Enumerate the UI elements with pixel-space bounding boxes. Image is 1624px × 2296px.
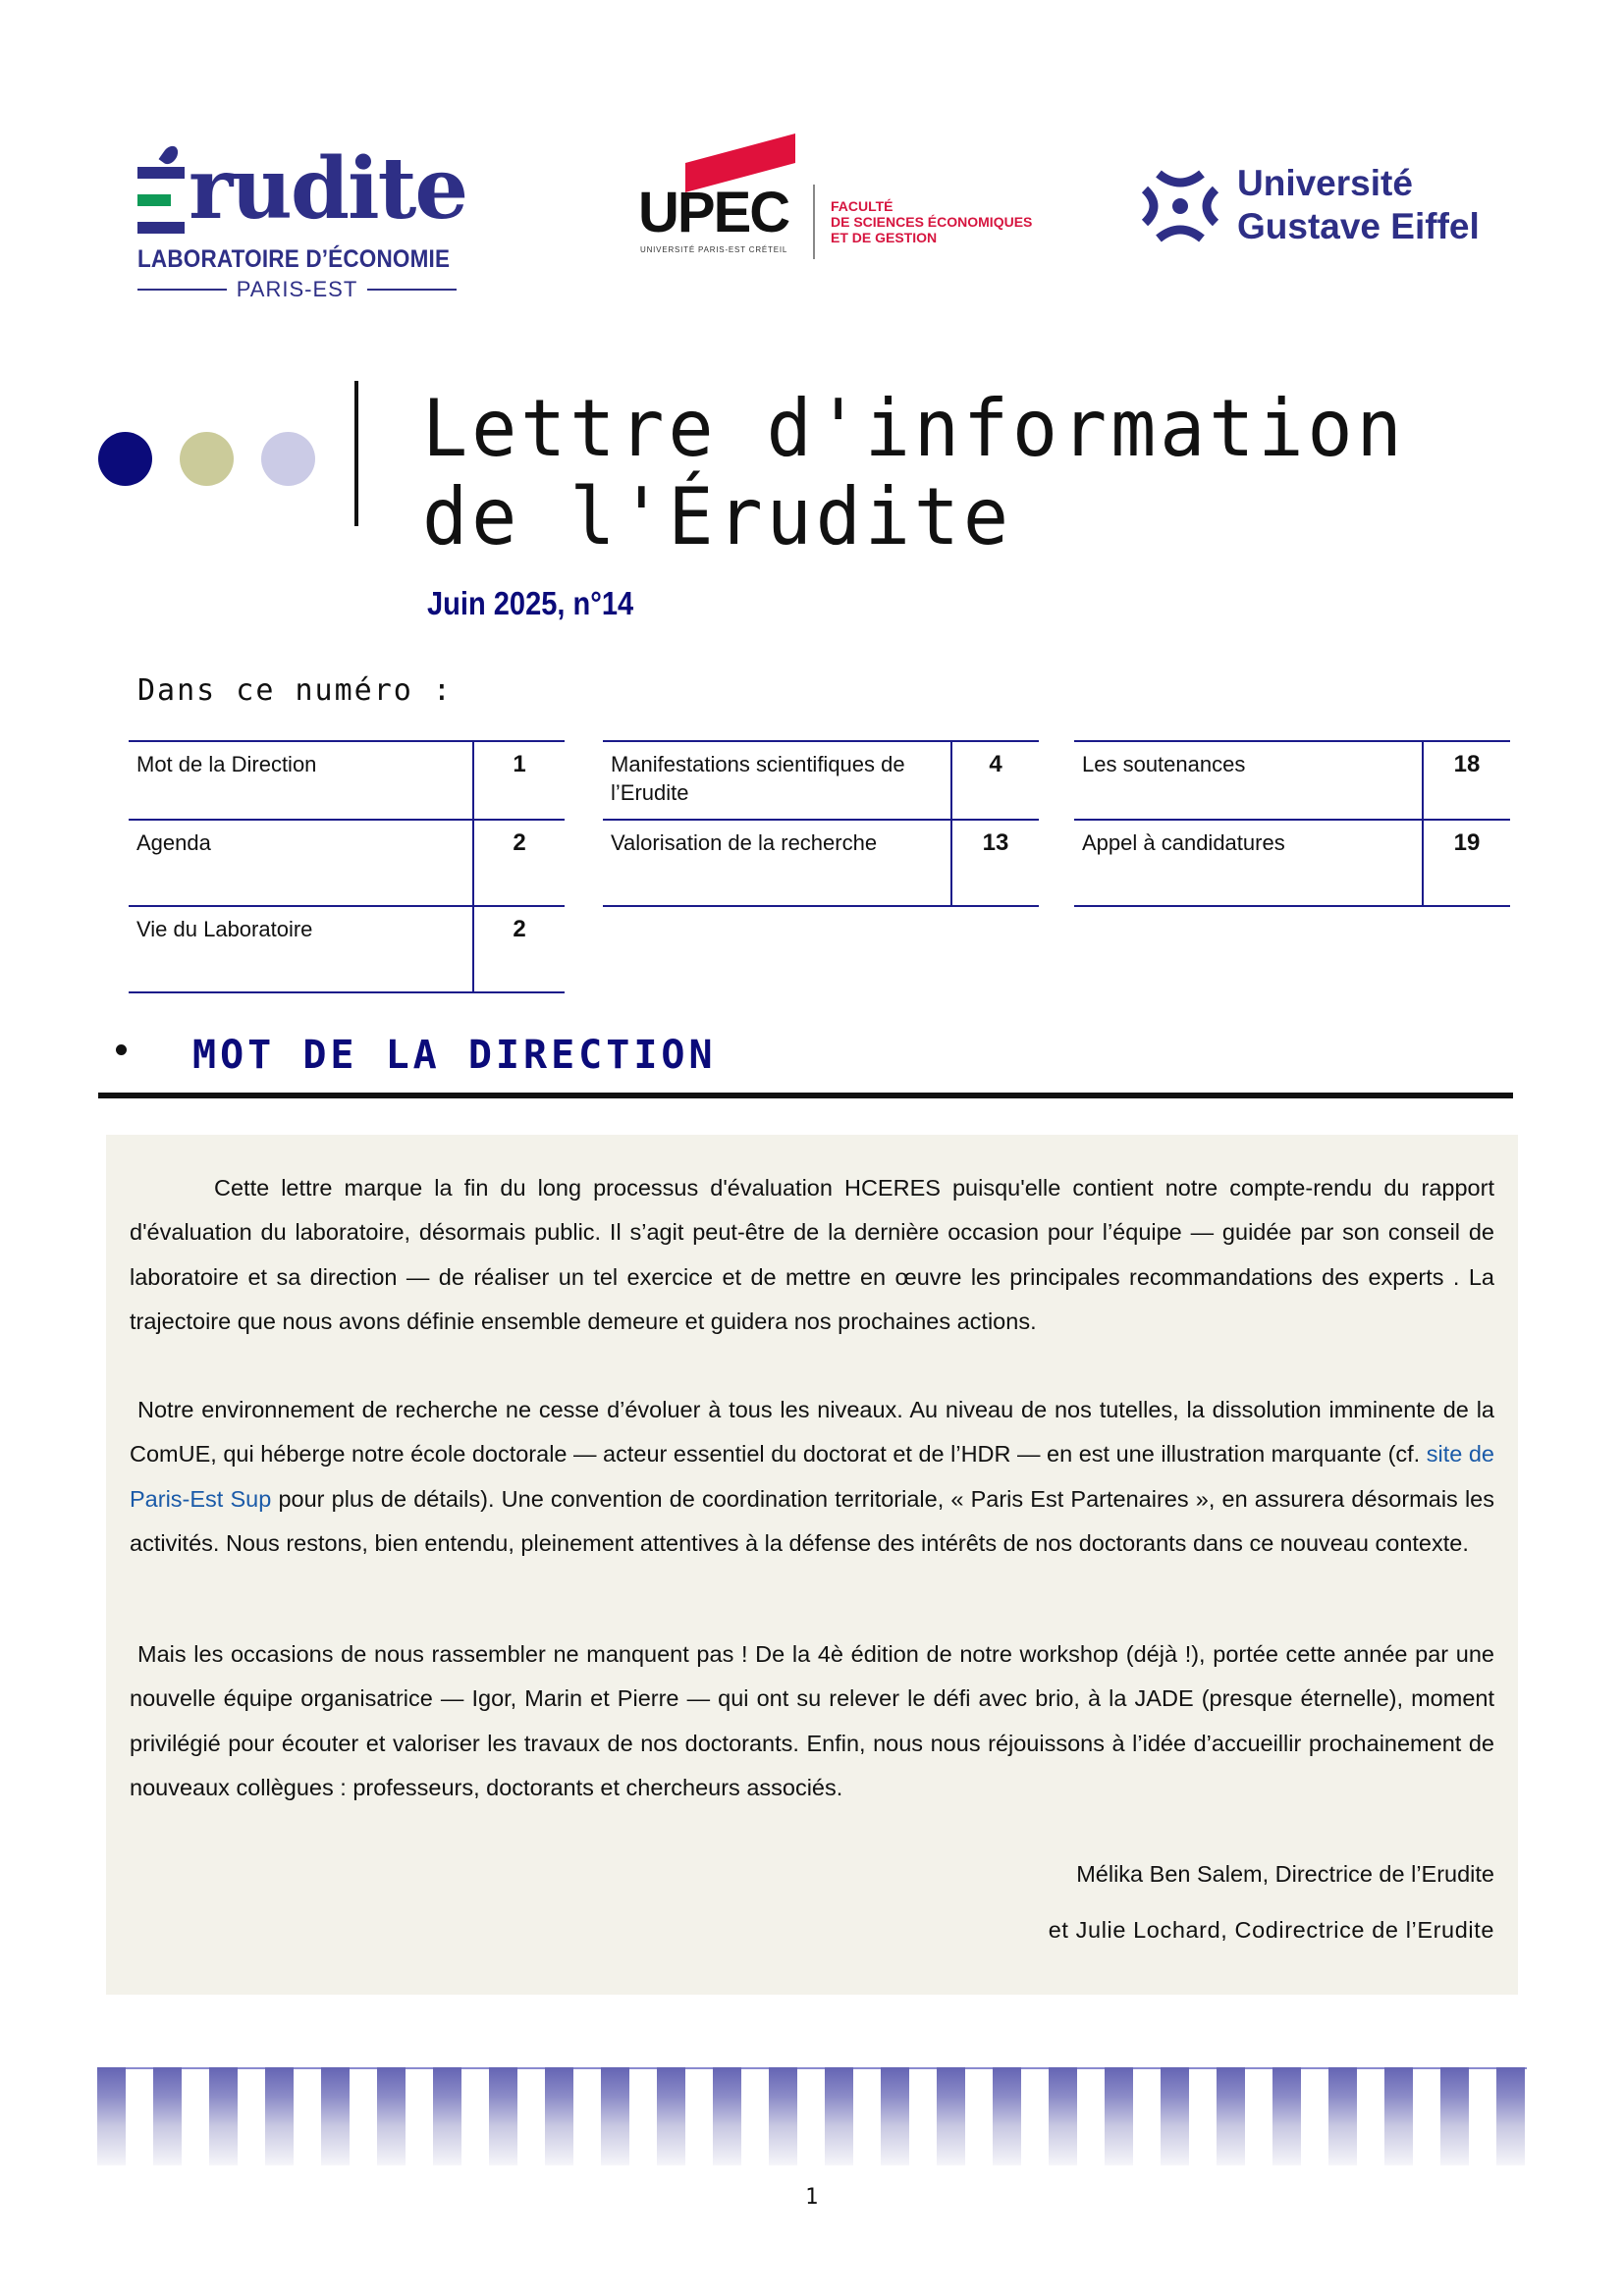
footer-stripe [321, 2067, 350, 2165]
toc-item-label: Appel à candidatures [1074, 821, 1424, 905]
toc-item-page: 2 [513, 916, 526, 942]
footer-stripe [1272, 2067, 1301, 2165]
toc-heading: Dans ce numéro : [137, 673, 453, 708]
footer-stripe [1217, 2067, 1245, 2165]
signature-line-1: Mélika Ben Salem, Directrice de l’Erudite [1076, 1861, 1494, 1887]
footer-stripe [825, 2067, 853, 2165]
erudite-location: PARIS-EST [137, 277, 457, 302]
footer-stripe [601, 2067, 629, 2165]
footer-stripes [97, 2067, 1527, 2165]
toc-item-page: 2 [513, 829, 526, 856]
section-divider [98, 1093, 1513, 1098]
upec-faculty: FACULTÉ DE SCIENCES ÉCONOMIQUES ET DE GESTION [831, 198, 1033, 245]
footer-stripe [769, 2067, 797, 2165]
upec-divider [813, 185, 815, 259]
toc-item[interactable] [129, 819, 565, 905]
toc-item-label: Mot de la Direction [129, 742, 474, 819]
toc-item[interactable] [603, 740, 1039, 819]
gustave-eiffel-name: Université Gustave Eiffel [1237, 163, 1480, 246]
paris-est-sup-link[interactable]: site de Paris-Est Sup [130, 1441, 1494, 1512]
toc-item-label: Agenda [129, 821, 474, 905]
toc-item[interactable] [129, 740, 565, 819]
toc-column-2 [603, 740, 1039, 907]
footer-stripe [153, 2067, 182, 2165]
footer-stripe [433, 2067, 461, 2165]
toc-item[interactable] [1074, 740, 1510, 819]
upec-subtitle: UNIVERSITÉ PARIS-EST CRÉTEIL [640, 245, 788, 254]
toc-item-label: Les soutenances [1074, 742, 1424, 819]
footer-stripe [881, 2067, 909, 2165]
decorative-dot-lavender [261, 432, 315, 486]
decorative-dot-navy [98, 432, 152, 486]
title-divider [354, 381, 358, 526]
footer-stripe [1161, 2067, 1189, 2165]
footer-stripe [1105, 2067, 1133, 2165]
footer-stripe [97, 2067, 126, 2165]
footer-stripe [1049, 2067, 1077, 2165]
footer-stripe [713, 2067, 741, 2165]
footer-stripe [545, 2067, 573, 2165]
section-title: MOT DE LA DIRECTION [192, 1033, 717, 1078]
upec-wordmark: UPEC [638, 181, 789, 244]
gustave-eiffel-logo [1139, 162, 1522, 250]
footer-stripe [489, 2067, 517, 2165]
paragraph-1: Cette lettre marque la fin du long processus d'évaluation HCERES puisqu'elle contient notre compte-rendu du rapport d'évaluation du laboratoire, désormais public. Il s’agit peut-être de la dernière occasion pour l’équipe — guidée par son conseil de laboratoire et sa direction — de réaliser un tel exercice et de mettre en œuvre les principales recommandations des experts . La trajectoire que nous avons définie ensemble demeure et guidera nos prochaines actions. [130, 1175, 1494, 1334]
issue-date: Juin 2025, n°14 [427, 585, 634, 621]
toc-item[interactable] [1074, 819, 1510, 907]
toc-item-page: 4 [989, 751, 1002, 777]
toc-column-3 [1074, 740, 1510, 907]
bullet-icon [116, 1044, 127, 1055]
footer-stripe [657, 2067, 685, 2165]
newsletter-title: Lettre d'information de l'Érudite [422, 383, 1406, 562]
footer-stripe [937, 2067, 965, 2165]
footer-stripe [993, 2067, 1021, 2165]
gustave-eiffel-emblem-icon [1139, 168, 1221, 244]
toc-column-1 [129, 740, 565, 993]
toc-item[interactable] [129, 905, 565, 993]
paragraph-3: Mais les occasions de nous rassembler ne manquent pas ! De la 4è édition de notre workshop (déjà !), portée cette année par une nouvelle équipe organisatrice — Igor, Marin et Pierre — qui ont su relever le défi avec brio, à la JADE (presque éternelle), moment privilégié pour écouter et valoriser les travaux de nos doctorants. Enfin, nous nous réjouissons à l’idée d’accueillir prochainement de nouveaux collègues : professeurs, doctorants et chercheurs associés. [130, 1641, 1494, 1800]
erudite-e-mark-icon [137, 167, 185, 234]
footer-stripe [1328, 2067, 1357, 2165]
toc-item-label: Vie du Laboratoire [129, 907, 474, 991]
page-number: 1 [805, 2185, 819, 2210]
erudite-lab-name: LABORATOIRE D’ÉCONOMIE [137, 245, 451, 273]
footer-stripe [1496, 2067, 1525, 2165]
erudite-wordmark: rudite [189, 139, 467, 239]
footer-stripe [1440, 2067, 1469, 2165]
footer-stripe [1384, 2067, 1413, 2165]
upec-logo [638, 133, 1031, 261]
toc-item[interactable] [603, 819, 1039, 907]
toc-item-page: 13 [982, 829, 1009, 856]
toc-item-page: 18 [1453, 751, 1481, 777]
footer-stripe [209, 2067, 238, 2165]
toc-item-page: 1 [513, 751, 526, 777]
decorative-dot-olive [180, 432, 234, 486]
erudite-logo [137, 130, 467, 306]
footer-stripe [377, 2067, 406, 2165]
toc-item-label: Valorisation de la recherche [603, 821, 952, 905]
toc-item-label: Manifestations scientifiques de l’Erudite [603, 742, 952, 819]
toc-item-page: 19 [1453, 829, 1481, 856]
footer-stripe [265, 2067, 294, 2165]
paragraph-2: Notre environnement de recherche ne cesse d’évoluer à tous les niveaux. Au niveau de nos tutelles, la dissolution imminente de la ComUE, qui héberge notre école doctorale — acteur essentiel du doctorat et de l’HDR — en est une illustration marquante (cf. site de Paris-Est Sup pour plus de détails). Une convention de coordination territoriale, « Paris Est Partenaires », en assurera désormais les activités. Nous restons, bien entendu, pleinement attentives à la défense des intérêts de nos doctorants dans ce nouveau contexte. [130, 1397, 1494, 1556]
signature-line-2: et Julie Lochard, Codirectrice de l’Erudite [1048, 1917, 1494, 1943]
